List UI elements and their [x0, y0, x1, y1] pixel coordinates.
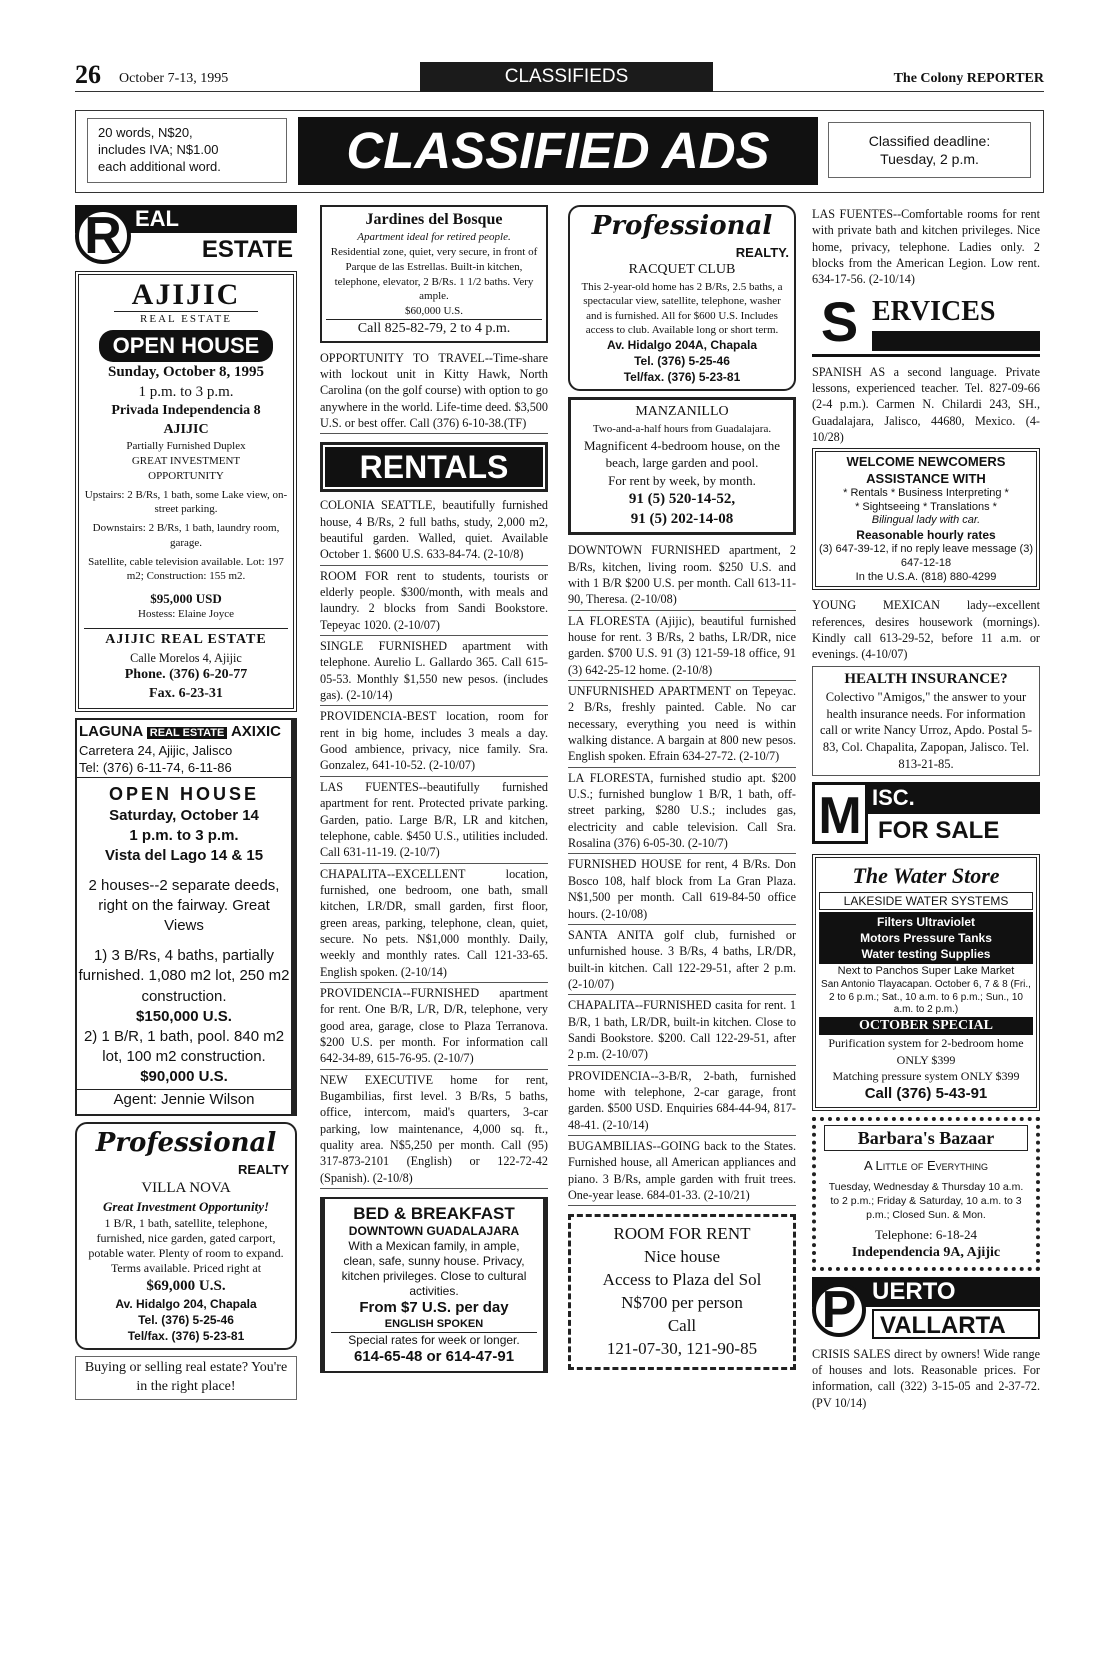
- rate-line: each additional word.: [98, 158, 221, 174]
- laguna-open-house: OPEN HOUSE: [108, 783, 260, 804]
- health-title: HEALTH INSURANCE?: [844, 670, 1008, 687]
- room-line: N$700 per person: [621, 1293, 743, 1313]
- crisis-sales-ad: CRISIS SALES direct by owners! Wide range of houses and lots. Reasonable prices. For information, call (322) 3-15-05 and 2-37-72. (PV 10/14): [812, 1346, 1040, 1410]
- ajijic-real-estate-ad: [75, 271, 297, 712]
- room-title: ROOM FOR RENT: [613, 1224, 751, 1244]
- feature-row: Water testing Supplies: [861, 947, 991, 962]
- ad-line: Magnificent 4-bedroom house, on the beach, large garden and pool.: [583, 437, 781, 471]
- racquet-desc: This 2-year-old home has 2 B/Rs, 2.5 baths, a spectacular view, satellite, telephone, washer and is furnished. All for $600 U.S. Includes access to club. Available long or short term.: [581, 280, 783, 336]
- water-special-line: Purification system for 2-bedroom home ONLY $399: [828, 1036, 1024, 1067]
- section-rest: ERVICES: [872, 295, 996, 327]
- section-rest: ESTATE: [201, 236, 293, 263]
- classified-ad: ROOM FOR rent to students, tourists or elderly people. $300/month, with meals and laundry. 2 blocks from Sandi Bookstore. Tepeyac 1020. (2-10/07): [320, 567, 548, 636]
- classified-ad: LA FLORESTA, furnished studio apt. $200 U.S.; furnished bunglow 1 B/R, 1 bath, off-street parking, $280 U.S.; includes gas, electricity and cable television. Call Sra. Rosalina (376) 6-05-30. (2-10/7): [568, 769, 796, 855]
- ad-line: For rent by week, by month.: [608, 472, 756, 488]
- water-features: [819, 912, 1033, 964]
- racquet-tel: Tel. (376) 5-25-46: [634, 354, 730, 369]
- open-house-badge: OPEN HOUSE: [99, 330, 274, 361]
- classified-ad: CHAPALITA--EXCELLENT location, furnished, one bedroom, one bath, small kitchen, LR/DR, small garden, first floor, green areas, parking, telephone, clean, quiet, secure. No pets. N$1,000 monthly. Daily, weekly and monthly rates. Call 121-33-65. English spoken. (2-10/14): [320, 865, 548, 983]
- young-mexican-ad: YOUNG MEXICAN lady--excellent references, desires housework (mornings). Kindly call 613-29-52, before 11 a.m. or evenings. (4-10/07): [812, 598, 1040, 662]
- villa-tag: Great Investment Opportunity!: [102, 1199, 270, 1215]
- puerto-vallarta-header: [812, 1277, 1040, 1343]
- laguna-name2: AXIXIC: [230, 722, 281, 740]
- laguna-place: Vista del Lago 14 & 15: [104, 846, 264, 864]
- laguna-tel: Tel: (376) 6-11-74, 6-11-86: [77, 759, 291, 777]
- laguna-name: LAGUNA: [79, 722, 143, 740]
- classified-ad: PROVIDENCIA-BEST location, room for rent in big home, includes 3 meals a day. Good ambience, privacy, nice family. Sra. Gonzalez, 641-10-52. (2-10/07): [320, 707, 548, 776]
- rate-line: 20 words, N$20,: [98, 125, 193, 140]
- section-letter: S: [820, 289, 859, 353]
- bazaar-address: Independencia 9A, Ajijic: [851, 1244, 1001, 1260]
- racquet-address: Av. Hidalgo 204A, Chapala: [606, 338, 758, 353]
- section-letter: M: [812, 782, 868, 844]
- ad-desc: Residential zone, quiet, very secure, in front of Parque de las Estrellas. Built-in kitchen, telephone, elevator, 2 B/Rs. 1 1/2 baths. Very ample.: [330, 246, 538, 303]
- ad-line: Reasonable hourly rates: [856, 528, 996, 543]
- jardines-ad: [320, 205, 548, 343]
- deadline-box: [828, 122, 1031, 178]
- laguna-price: $90,000 U.S.: [77, 1067, 291, 1090]
- classified-ad: PROVIDENCIA--FURNISHED apartment for rent. One B/R, L/R, D/R, telephone, very good area, garage, close to Plaza Terranova. $200 U.S. per month. For information call 642-34-89, 615-76-95. (2-10/7): [320, 984, 548, 1070]
- classified-ad: NEW EXECUTIVE home for rent, Bugambilias, first level. 3 B/Rs, 5 baths, office, intercom, maid's quarters, 3-car parking, low maintenance, 4,000 sq. ft., quality area. N$5,250 per month. Call (95) 317-873-2101 (English) or 122-72-42 (Spanish). (2-10/8): [320, 1071, 548, 1189]
- publication-name: The Colony REPORTER: [893, 71, 1044, 86]
- section-bar: UERTO: [812, 1277, 1040, 1307]
- room-line: Access to Plaza del Sol: [602, 1270, 762, 1290]
- logo-sub: REAL ESTATE: [114, 311, 258, 327]
- health-insurance-ad: [812, 666, 1040, 776]
- villa-desc: 1 B/R, 1 bath, satellite, telephone, furnished, nice garden, gated carport, potable water. Plenty of room to expand. Terms available. Priced right at: [88, 1215, 284, 1275]
- bazaar-title: Barbara's Bazaar: [824, 1125, 1028, 1151]
- ad-line: Upstairs: 2 B/Rs, 1 bath, some Lake view, on-street parking.: [84, 488, 288, 516]
- welcome-newcomers-ad: [812, 448, 1040, 590]
- room-line: Nice house: [643, 1247, 720, 1267]
- realty-label: REALTY.: [735, 244, 789, 260]
- open-house-date: Sunday, October 8, 1995: [108, 363, 264, 380]
- racquet-club-ad: [568, 205, 796, 391]
- villa-fax: Tel/fax. (376) 5-23-81: [127, 1329, 245, 1344]
- bnb-ad: [320, 1197, 548, 1373]
- ad-line: Partially Furnished Duplex: [126, 440, 246, 453]
- feature-row: Filters Ultraviolet: [876, 915, 976, 930]
- realty-label: REALTY: [237, 1161, 289, 1177]
- laguna-desc: 2 houses--2 separate deeds, right on the fairway. Great Views: [88, 877, 280, 935]
- classified-ad: PROVIDENCIA--3-B/R, 2-bath, furnished home with telephone, 2-car garage, front garden. $500 USD. Enquiries 684-44-94, 817-48-41. (2-10/14): [568, 1067, 796, 1136]
- bnb-price: From $7 U.S. per day: [359, 1299, 509, 1317]
- racquet-fax: Tel/fax. (376) 5-23-81: [623, 370, 741, 385]
- manzanillo-phone: 91 (5) 520-14-52,: [628, 491, 736, 508]
- ad-line: * Rentals * Business Interpreting *: [843, 486, 1009, 499]
- manzanillo-ad: [568, 397, 796, 535]
- ad-line: In the U.S.A. (818) 880-4299: [855, 570, 997, 583]
- water-sub: LAKESIDE WATER SYSTEMS: [819, 892, 1033, 910]
- classified-ad: LAS FUENTES--beautifully furnished apartment for rent. Protected private parking. Garden, patio. Large B/R, LR and kitchen, telephone, cable. $450 U.S., utilities included. Call 631-11-19. (2-10/7): [320, 778, 548, 864]
- classified-ad: DOWNTOWN FURNISHED apartment, 2 B/Rs, kitchen, living room. $250 U.S. and with 1 B/R $200 U.S. per month. Call 613-11-90, Theresa. (2-10/08): [568, 541, 796, 610]
- agency-phone: Phone. (376) 6-20-77: [124, 667, 248, 683]
- open-house-time: 1 p.m. to 3 p.m.: [138, 383, 234, 400]
- laguna-tag: REAL ESTATE: [147, 727, 228, 739]
- column-2: [320, 205, 548, 1379]
- section-letter: R: [75, 208, 131, 264]
- laguna-agent: Agent: Jennie Wilson: [113, 1090, 255, 1108]
- real-estate-footer: Buying or selling real estate? You're in the right place!: [75, 1356, 297, 1400]
- manzanillo-title: MANZANILLO: [635, 404, 729, 420]
- services-header: [812, 291, 1040, 357]
- page-header: [75, 58, 1044, 92]
- page-number: 26: [75, 60, 101, 89]
- welcome-sub: ASSISTANCE WITH: [866, 470, 986, 486]
- section-letter: P: [812, 1283, 866, 1337]
- bazaar-tel: Telephone: 6-18-24: [875, 1227, 977, 1243]
- spanish-ad: SPANISH AS a second language. Private lessons, experienced teacher. Tel. 827-09-66 (2-4 p.m.). Carmen N. Chilardi 243, SH., Guadalajara, Jalisco, 44680, Mexico. (4-10/28): [812, 364, 1040, 445]
- manzanillo-phone: 91 (5) 202-14-08: [630, 511, 734, 528]
- bnb-rates: Special rates for week or longer.: [331, 1332, 537, 1348]
- classified-ad: COLONIA SEATTLE, beautifully furnished house, 4 B/Rs, 2 full baths, study, 2,000 m2, beautiful garden. Walled, quiet. Available October 1. $600 U.S. 633-84-74. (2-10/8): [320, 496, 548, 565]
- classified-ad: BUGAMBILIAS--GOING back to the States. Furnished house, all American appliances and piano. 3 B/Rs, ample garden with fruit trees. One-year lease. 684-01-33. (2-10/21): [568, 1137, 796, 1206]
- section-bar: ISC.: [812, 782, 1040, 814]
- villa-name: VILLA NOVA: [141, 1180, 231, 1197]
- water-next: Next to Panchos Super Lake Market: [837, 965, 1015, 978]
- water-title: The Water Store: [852, 862, 1000, 888]
- column-1: [75, 205, 297, 1406]
- water-address: San Antonio Tlayacapan. October 6, 7 & 8 (Fri., 2 to 6 p.m.; Sat., 10 a.m. to 6 p.m.; Sun., 10 a.m. to 2 p.m.): [821, 979, 1031, 1016]
- ad-line: Bilingual lady with car.: [871, 514, 981, 527]
- health-desc: Colectivo "Amigos," the answer to your health insurance needs. For information call or write Nancy Urroz, Apdo. Postal 5-83, Col. Chapalita, Zapopan, Jalisco. Tel. 813-21-85.: [819, 689, 1033, 771]
- agency-name: AJIJIC REAL ESTATE: [105, 632, 267, 648]
- villa-tel: Tel. (376) 5-25-46: [138, 1312, 234, 1327]
- welcome-title: WELCOME NEWCOMERS: [846, 454, 1006, 470]
- ad-price: $60,000 U.S.: [404, 305, 464, 318]
- bnb-english: ENGLISH SPOKEN: [384, 1318, 484, 1331]
- ad-tag: Apartment ideal for retired people.: [357, 231, 511, 244]
- las-fuentes-ad: LAS FUENTES--Comfortable rooms for rent with private bath and kitchen privileges. Nice home, privacy, telephone. Ladies only. 2 blocks from the American Legion. Low rent. 634-17-56. (2-10/14): [812, 207, 1040, 287]
- bazaar-hours: Tuesday, Wednesday & Thursday 10 a.m. to 2 p.m.; Friday & Saturday, 10 a.m. to 3 p.m.; Closed Sun. & Mon.: [828, 1181, 1024, 1222]
- column-4: [812, 205, 1040, 1414]
- open-house-town: AJIJIC: [163, 421, 209, 437]
- issue-date: October 7-13, 1995: [119, 71, 229, 86]
- water-call: Call (376) 5-43-91: [864, 1084, 988, 1102]
- villa-address: Av. Hidalgo 204, Chapala: [115, 1296, 257, 1311]
- deadline-value: Tuesday, 2 p.m.: [880, 151, 979, 168]
- villa-price: $69,000 U.S.: [146, 1277, 226, 1294]
- laguna-price: $150,000 U.S.: [136, 1007, 232, 1025]
- open-house-address: Privada Independencia 8: [111, 402, 261, 418]
- feature-row: Motors Pressure Tanks: [860, 931, 992, 946]
- bnb-sub: DOWNTOWN GUADALAJARA: [348, 1224, 520, 1239]
- section-rest: VALLARTA: [872, 1309, 1040, 1339]
- bnb-desc: With a Mexican family, in ample, clean, safe, sunny house. Privacy, kitchen privileges. Close to cultural activities.: [341, 1239, 527, 1299]
- laguna-time: 1 p.m. to 3 p.m.: [129, 826, 239, 844]
- section-title: CLASSIFIEDS: [420, 62, 713, 92]
- ad-line: Satellite, cable television available. Lot: 197 m2; Construction: 155 m2.: [88, 555, 284, 583]
- bnb-title: BED & BREAKFAST: [353, 1204, 515, 1224]
- classified-ads-banner: CLASSIFIED ADS: [298, 117, 818, 185]
- ad-line: Two-and-a-half hours from Guadalajara.: [592, 423, 772, 436]
- classified-ad: SINGLE FURNISHED apartment with telephone. Aurelio L. Gallardo 365. Call 615-05-53. Monthly $1,550 new pesos. (includes gas). (2-10/14): [320, 637, 548, 706]
- section-bar: EAL: [75, 205, 297, 233]
- rentals-title: RENTALS: [325, 447, 543, 487]
- classified-ad: SANTA ANITA golf club, furnished or unfurnished house. 3 B/Rs, 4 baths, LR/DR, built-in kitchen. Call 122-29-51, after 2 p.m. (2-10/07): [568, 926, 796, 995]
- timeshare-ad: OPPORTUNITY TO TRAVEL--Time-share with lockout unit in Kitty Hawk, North Carolina (on the golf course) with option to go anywhere in the world. Life-time deed. $3,500 U.S. or best offer. Call (376) 6-10-38.(TF): [320, 349, 548, 435]
- classified-ad: FURNISHED HOUSE for rent, 4 B/Rs. Don Bosco 108, half block from La Gran Plaza. N$1,500 per month. Call 619-84-50 office hours. (2-10/08): [568, 855, 796, 924]
- classified-ad: CHAPALITA--FURNISHED casita for rent. 1 B/R, 1 bath, LR/DR, built-in kitchen. Close to Sandi Bookstore. $200. Call 122-29-51, after 2 p.m. (2-10/07): [568, 996, 796, 1065]
- water-store-ad: [812, 854, 1040, 1111]
- price: $95,000 USD: [150, 591, 222, 606]
- villa-nova-ad: [75, 1122, 297, 1350]
- room-for-rent-ad: [568, 1214, 796, 1370]
- agency-fax: Fax. 6-23-31: [149, 685, 223, 701]
- ad-line: GREAT INVESTMENT: [131, 455, 241, 468]
- deadline-label: Classified deadline:: [868, 133, 991, 149]
- ad-call: Call 825-82-79, 2 to 4 p.m.: [326, 319, 542, 339]
- ajijic-logo: AJIJIC: [131, 278, 241, 311]
- rentals-list-continued: [568, 541, 796, 1206]
- water-special-line: Matching pressure system ONLY $399: [832, 1068, 1020, 1083]
- laguna-ad: [75, 718, 297, 1116]
- water-special: OCTOBER SPECIAL: [819, 1017, 1033, 1036]
- column-3: [568, 205, 796, 1376]
- laguna-date: Saturday, October 14: [109, 806, 259, 824]
- ad-line: (3) 647-39-12, if no reply leave message (3) 647-12-18: [819, 543, 1033, 569]
- laguna-address: Carretera 24, Ajijic, Jalisco: [79, 742, 233, 758]
- real-estate-header: [75, 205, 297, 267]
- rate-box: [87, 118, 287, 183]
- bnb-phone: 614-65-48 or 614-47-91: [353, 1347, 515, 1365]
- professional-logo: Professional: [95, 1128, 277, 1159]
- misc-for-sale-header: [812, 782, 1040, 848]
- racquet-title: RACQUET CLUB: [628, 262, 736, 278]
- classified-ad: UNFURNISHED APARTMENT on Tepeyac. 2 B/Rs, freshly painted. Cable. No car necessary, everything you need is within walking distance. A bargain at 800 new pesos. English spoken. Efrain 634-27-72. (2-10/7): [568, 682, 796, 768]
- ad-title: Jardines del Bosque: [365, 211, 503, 228]
- laguna-item: 1) 3 B/Rs, 4 baths, partially furnished. 1,080 m2 lot, 250 m2 construction.: [78, 947, 290, 1005]
- ad-line: * Sightseeing * Translations *: [855, 500, 997, 513]
- barbaras-bazaar-ad: [812, 1117, 1040, 1271]
- hostess: Hostess: Elaine Joyce: [138, 608, 234, 621]
- section-rest: FOR SALE: [878, 816, 1000, 844]
- rentals-header: [320, 442, 548, 492]
- laguna-item: 2) 1 B/R, 1 bath, pool. 840 m2 lot, 100 m2 construction.: [83, 1027, 285, 1065]
- ad-line: Downstairs: 2 B/Rs, 1 bath, laundry room, garage.: [92, 522, 280, 549]
- ad-line: OPPORTUNITY: [148, 469, 224, 482]
- classified-ad: LA FLORESTA (Ajijic), beautiful furnished house for rent. 3 B/Rs, 2 baths, LR/DR, nice garden. $700 U.S. 91 (3) 121-59-18 office, 91 (3) 642-25-12 home. (2-10/8): [568, 612, 796, 681]
- room-line: Call: [667, 1316, 697, 1336]
- agency-street: Calle Morelos 4, Ajijic: [130, 650, 242, 665]
- bazaar-sub: A Little of Everything: [863, 1157, 989, 1173]
- professional-logo: Professional: [591, 211, 773, 241]
- rentals-list: [320, 496, 548, 1189]
- room-phone: 121-07-30, 121-90-85: [606, 1339, 758, 1359]
- rate-line: includes IVA; N$1.00: [98, 141, 219, 157]
